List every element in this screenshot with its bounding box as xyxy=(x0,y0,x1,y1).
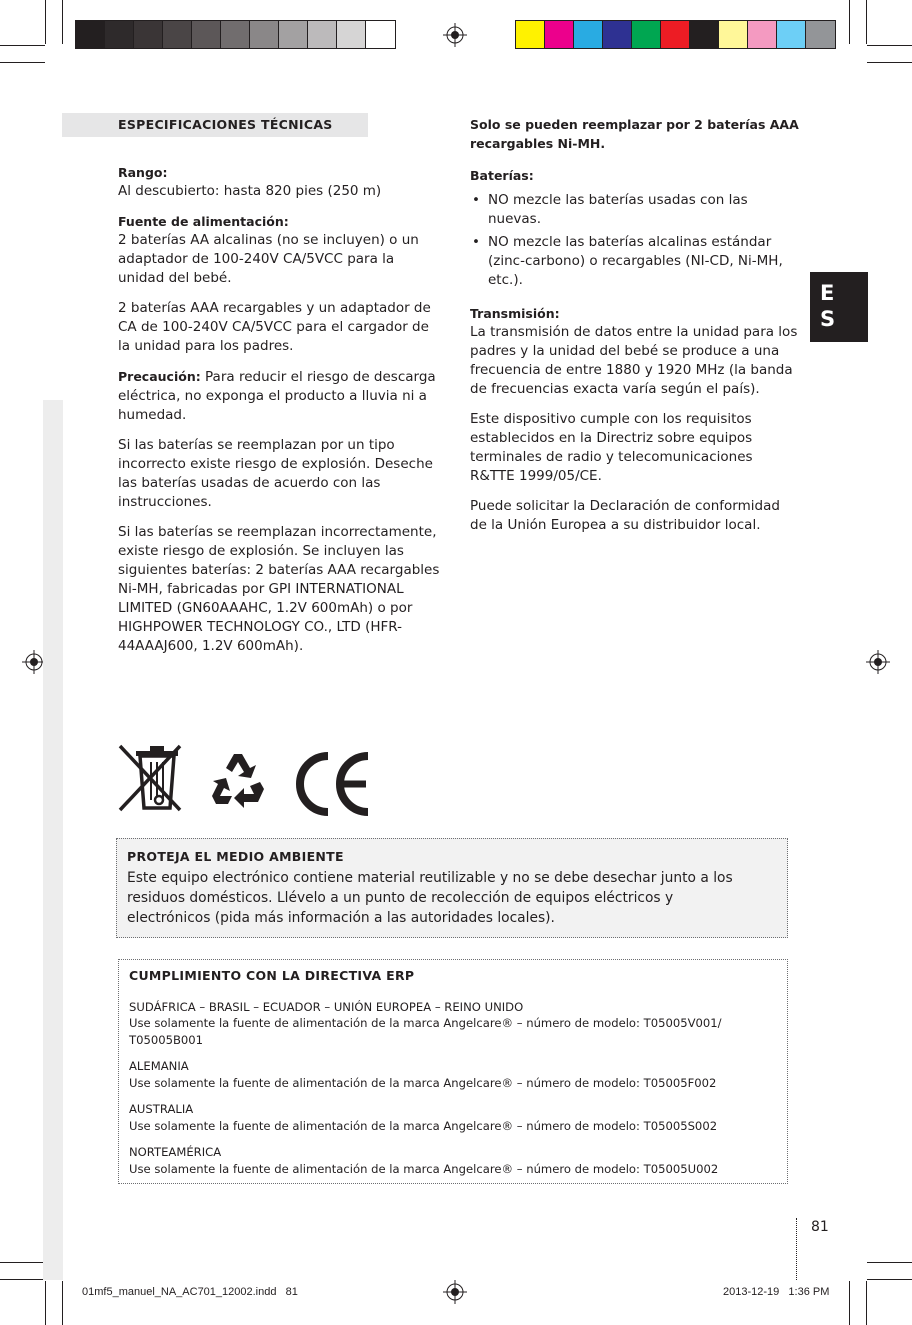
declaration-paragraph: Puede solicitar la Declaración de conformidad de la Unión Europea a su distribuidor local. xyxy=(470,498,780,533)
erp-text: Use solamente la fuente de alimentación de la marca Angelcare® – número de modelo: T05005S002 xyxy=(129,1118,718,1133)
color-swatch xyxy=(221,21,250,48)
color-swatch xyxy=(545,21,574,48)
color-swatch xyxy=(105,21,134,48)
slug-filename: 01mf5_manuel_NA_AC701_12002.indd 81 xyxy=(82,1286,298,1298)
registration-mark-icon xyxy=(443,1280,467,1304)
margin-gutter-bar xyxy=(43,400,63,1280)
power-paragraph-2: 2 baterías AAA recargables y un adaptador de CA de 100-240V CA/5VCC para el cargador de la unidad para los padres. xyxy=(118,300,431,354)
erp-entry xyxy=(129,1058,787,1091)
color-swatch xyxy=(192,21,221,48)
crop-mark xyxy=(0,45,45,46)
color-swatch xyxy=(777,21,806,48)
grayscale-color-bar xyxy=(75,20,396,49)
erp-entry xyxy=(129,1101,787,1134)
crop-mark xyxy=(62,0,63,44)
list-item: • NO mezcle las baterías alcalinas estándar (zinc-carbono) o recargables (NI-CD, Ni-MH, etc.). xyxy=(470,233,800,290)
list-item: • NO mezcle las baterías usadas con las nuevas. xyxy=(470,191,800,229)
color-swatch xyxy=(748,21,777,48)
color-swatch xyxy=(516,21,545,48)
crop-mark xyxy=(45,1281,46,1325)
crop-mark xyxy=(866,1281,867,1325)
recycle-icon xyxy=(212,754,264,808)
erp-text: Use solamente la fuente de alimentación de la marca Angelcare® – número de modelo: T05005U002 xyxy=(129,1161,719,1176)
erp-region: NORTEAMÉRICA xyxy=(129,1145,222,1159)
left-column xyxy=(118,163,443,667)
page-number: 81 xyxy=(811,1219,829,1235)
environment-title: PROTEJA EL MEDIO AMBIENTE xyxy=(127,849,344,864)
crop-mark xyxy=(867,62,912,63)
language-tab-letter: S xyxy=(820,307,836,331)
environment-text: Este equipo electrónico contiene material reutilizable y no se debe desechar junto a los residuos domésticos. Llévelo a un punto de recolección de equipos eléctricos y electrónicos (pida más información a las autoridades locales). xyxy=(127,870,733,926)
transmission-paragraph xyxy=(470,304,800,399)
crop-mark xyxy=(0,1262,45,1263)
erp-title: CUMPLIMIENTO CON LA DIRECTIVA ERP xyxy=(129,968,415,983)
crossed-bin-icon xyxy=(120,746,180,810)
registration-mark-icon xyxy=(443,23,467,47)
range-paragraph xyxy=(118,163,443,201)
crop-mark xyxy=(866,0,867,44)
caution-paragraph xyxy=(118,367,443,425)
color-swatch xyxy=(163,21,192,48)
crop-mark xyxy=(849,0,850,44)
section-title: ESPECIFICACIONES TÉCNICAS xyxy=(62,113,368,137)
language-tab xyxy=(810,272,868,342)
replace-note: Solo se pueden reemplazar por 2 baterías AAA recargables Ni-MH. xyxy=(470,117,799,151)
batteries-label: Baterías: xyxy=(470,168,534,183)
color-swatch xyxy=(806,21,835,48)
included-batteries: Si las baterías se reemplazan incorrectamente, existe riesgo de explosión. Se incluyen las siguientes baterías: 2 baterías AAA recargables Ni-MH, fabricadas por GPI INTERNATIONAL LIMITED (GN60AAAHC, 1.2V 600mAh) o por HIGHPOWER TECHNOLOGY CO., LTD (HFR-44AAAJ600, 1.2V 600mAh). xyxy=(118,524,440,654)
replace-warning: Si las baterías se reemplazan por un tipo incorrecto existe riesgo de explosión. Deseche las baterías usadas de acuerdo con las instrucciones. xyxy=(118,437,433,510)
erp-region: ALEMANIA xyxy=(129,1059,189,1073)
range-text: Al descubierto: hasta 820 pies (250 m) xyxy=(118,183,382,199)
process-color-bar xyxy=(515,20,836,49)
color-swatch xyxy=(279,21,308,48)
slug-timestamp: 2013-12-19 1:36 PM xyxy=(723,1286,830,1298)
transmission-text: La transmisión de datos entre la unidad para los padres y la unidad del bebé se produce a una frecuencia de entre 1880 y 1920 MHz (la banda de frecuencias exacta varía según el país). xyxy=(470,324,798,397)
color-swatch xyxy=(574,21,603,48)
transmission-label: Transmisión: xyxy=(470,306,560,321)
power-label: Fuente de alimentación: xyxy=(118,214,289,229)
erp-region: AUSTRALIA xyxy=(129,1102,194,1116)
color-swatch xyxy=(661,21,690,48)
crop-mark xyxy=(62,1281,63,1325)
crop-mark xyxy=(0,1279,45,1280)
language-tab-letter: E xyxy=(820,281,835,305)
power-text: 2 baterías AA alcalinas (no se incluyen) o un adaptador de 100-240V CA/5VCC para la unidad del bebé. xyxy=(118,232,419,286)
range-label: Rango: xyxy=(118,165,168,180)
crop-mark xyxy=(867,1279,912,1280)
color-swatch xyxy=(308,21,337,48)
color-swatch xyxy=(719,21,748,48)
color-swatch xyxy=(366,21,395,48)
crop-mark xyxy=(45,0,46,44)
color-swatch xyxy=(603,21,632,48)
color-swatch xyxy=(134,21,163,48)
erp-entry xyxy=(129,1144,787,1177)
battery-bullets xyxy=(470,191,800,290)
crop-mark xyxy=(849,1281,850,1325)
color-swatch xyxy=(690,21,719,48)
power-paragraph xyxy=(118,212,443,288)
caution-label: Precaución: xyxy=(118,369,201,384)
environment-notice xyxy=(116,838,788,938)
crop-mark xyxy=(867,45,912,46)
caution-text: Para reducir el riesgo de descarga eléctrica, no exponga el producto a lluvia ni a humedad. xyxy=(118,369,436,423)
erp-text: Use solamente la fuente de alimentación de la marca Angelcare® – número de modelo: T05005V001/ T05005B001 xyxy=(129,1016,722,1047)
crop-mark xyxy=(0,62,45,63)
regulatory-symbols xyxy=(112,742,382,816)
ce-mark-icon xyxy=(300,756,368,812)
right-column xyxy=(470,115,800,546)
erp-text: Use solamente la fuente de alimentación de la marca Angelcare® – número de modelo: T05005F002 xyxy=(129,1075,717,1090)
color-swatch xyxy=(76,21,105,48)
color-swatch xyxy=(632,21,661,48)
page-number-rule xyxy=(796,1218,797,1280)
color-swatch xyxy=(337,21,366,48)
erp-entry xyxy=(129,999,787,1049)
color-swatch xyxy=(250,21,279,48)
erp-region: SUDÁFRICA – BRASIL – ECUADOR – UNIÓN EUROPEA – REINO UNIDO xyxy=(129,999,524,1014)
erp-compliance-box xyxy=(118,959,788,1184)
registration-mark-icon xyxy=(866,650,890,674)
crop-mark xyxy=(867,1262,912,1263)
compliance-paragraph: Este dispositivo cumple con los requisitos establecidos en la Directriz sobre equipos terminales de radio y telecomunicaciones R&TTE 1999/05/CE. xyxy=(470,411,753,484)
